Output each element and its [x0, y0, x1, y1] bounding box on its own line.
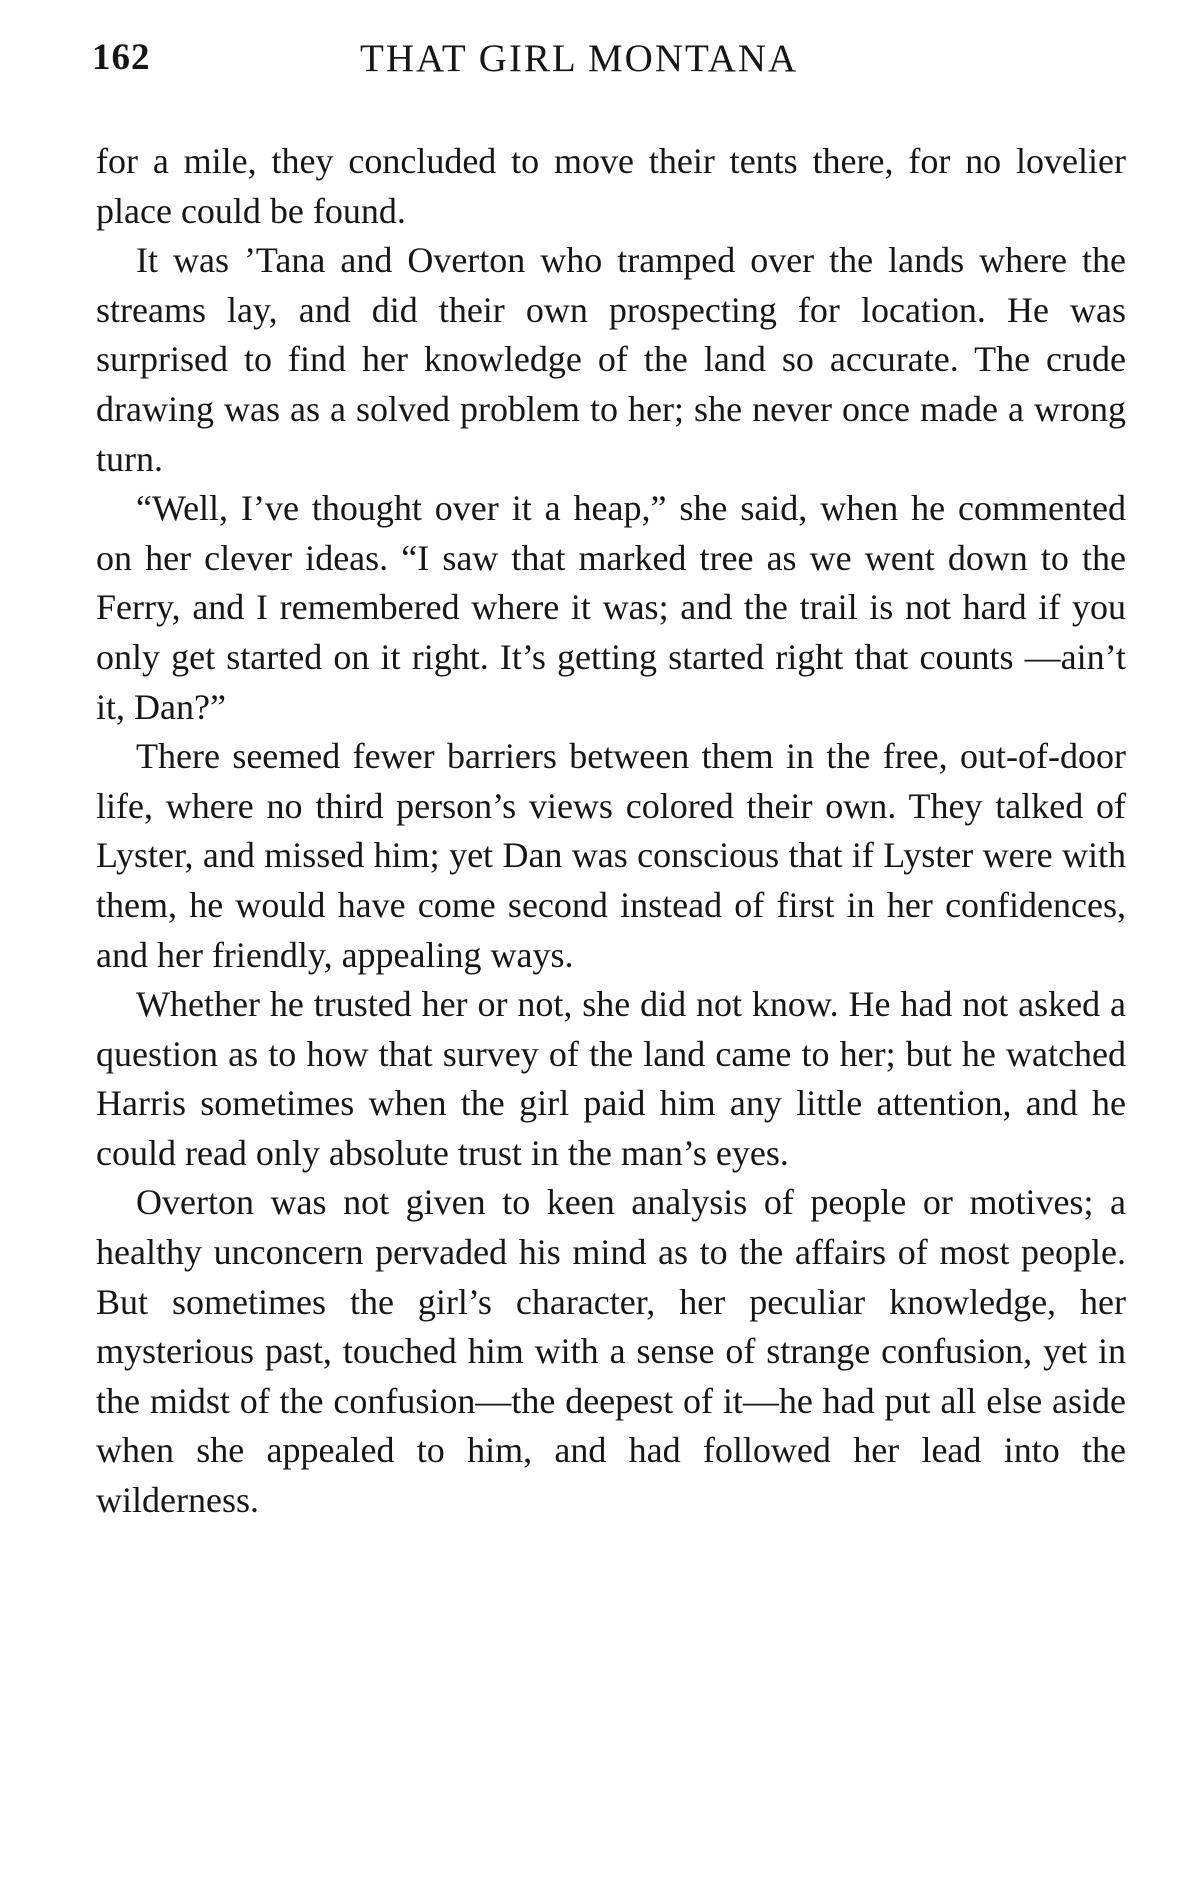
body-text: [96, 137, 1126, 1526]
running-head: [92, 36, 1132, 96]
running-title: THAT GIRL MONTANA: [360, 37, 799, 80]
paragraph-continued: for a mile, they concluded to move their tents there, for no lovelier place could be found.: [96, 141, 1126, 231]
paragraph: Whether he trusted her or not, she did not know. He had not asked a question as to how that survey of the land came to her; but he watched Harris sometimes when the girl paid him any little attention, and he could read only absolute trust in the man’s eyes.: [96, 984, 1126, 1173]
paragraph: “Well, I’ve thought over it a heap,” she said, when he commented on her clever ideas. “I saw that marked tree as we went down to the Ferry, and I remembered where it was; and the trail is not hard if you only get started on it right. It’s getting started right that counts —ain’t it, Dan?”: [96, 488, 1126, 727]
paragraph: Overton was not given to keen analysis of people or motives; a healthy unconcern pervaded his mind as to the affairs of most people. But sometimes the girl’s character, her peculiar knowledge, her mysterious past, touched him with a sense of strange confusion, yet in the midst of the confusion—the deepest of it—he had put all else aside when she appealed to him, and had followed her lead into the wilderness.: [96, 1182, 1126, 1521]
page-number: 162: [92, 37, 151, 78]
paragraph: It was ’Tana and Overton who tramped over the lands where the streams lay, and did their own prospecting for location. He was surprised to find her knowledge of the land so accurate. The crude drawing was as a solved problem to her; she never once made a wrong turn.: [96, 240, 1126, 479]
paragraph: There seemed fewer barriers between them in the free, out-of-door life, where no third person’s views colored their own. They talked of Lyster, and missed him; yet Dan was conscious that if Lyster were with them, he would have come second instead of first in her confidences, and her friendly, appealing ways.: [96, 736, 1126, 975]
